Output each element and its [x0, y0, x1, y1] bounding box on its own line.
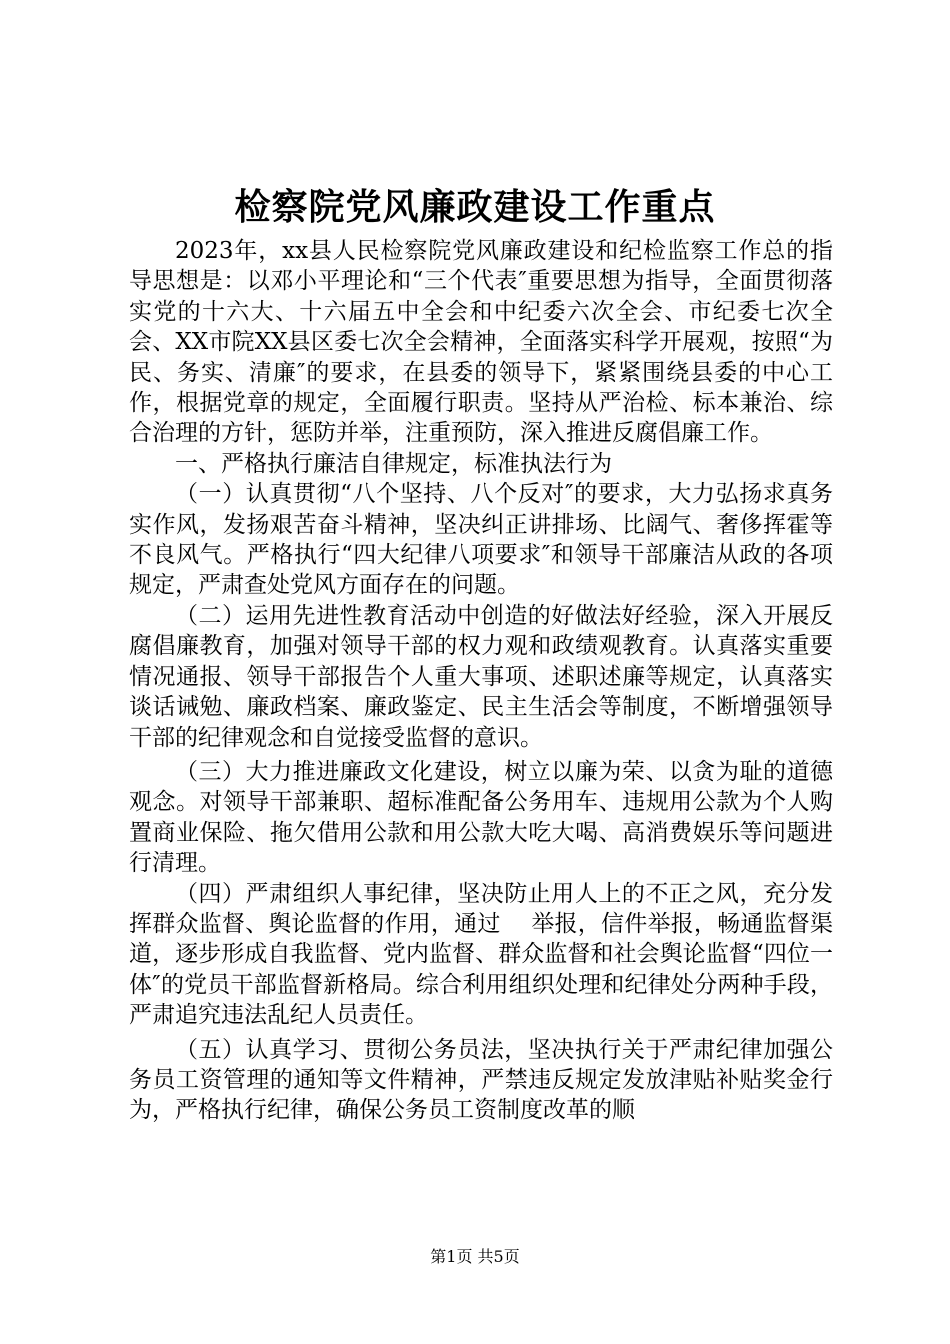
paragraph-section-heading: 一、严格执行廉洁自律规定，标准执法行为 [175, 450, 612, 477]
paragraph-item-4: （四）严肃组织人事纪律，坚决防止用人上的不正之风，充分发挥群众监督、舆论监督的作用，通过 举报，信件举报，畅通监督渠道，逐步形成自我监督、党内监督、群众监督和社会舆论监督“四位一体″的党员干部监督新格局。综合利用组织处理和纪律处分两种手段，严肃追究违法乱纪人员责任。 [129, 880, 833, 1029]
paragraph-item-2: （二）运用先进性教育活动中创造的好做法好经验，深入开展反腐倡廉教育，加强对领导干部的权力观和政绩观教育。认真落实重要情况通报、领导干部报告个人重大事项、述职述廉等规定，认真落实谈话诫勉、廉政档案、廉政鉴定、民主生活会等制度，不断增强领导干部的纪律观念和自觉接受监督的意识。 [129, 602, 833, 751]
document-body [129, 236, 833, 1126]
paragraph-intro: 2023年，xx县人民检察院党风廉政建设和纪检监察工作总的指导思想是：以邓小平理论和“三个代表″重要思想为指导，全面贯彻落实党的十六大、十六届五中全会和中纪委六次全会、市纪委七次全会、XX市院XX县区委七次全会精神，全面落实科学开展观，按照“为民、务实、清廉″的要求，在县委的领导下，紧紧围绕县委的中心工作，根据党章的规定，全面履行职责。坚持从严治检、标本兼治、综合治理的方针，惩防并举，注重预防，深入推进反腐倡廉工作。 [129, 238, 833, 447]
paragraph-item-3: （三）大力推进廉政文化建设，树立以廉为荣、以贪为耻的道德观念。对领导干部兼职、超标准配备公务用车、违规用公款为个人购置商业保险、拖欠借用公款和用公款大吃大喝、高消费娱乐等问题进行清理。 [129, 758, 833, 877]
page-footer: 第1页 共5页 [430, 1247, 520, 1266]
paragraph-item-5: （五）认真学习、贯彻公务员法，坚决执行关于严肃纪律加强公务员工资管理的通知等文件精神，严禁违反规定发放津贴补贴奖金行为，严格执行纪律，确保公务员工资制度改革的顺 [129, 1036, 833, 1124]
document-title: 检察院党风廉政建设工作重点 [234, 186, 716, 228]
paragraph-item-1: （一）认真贯彻“八个坚持、八个反对″的要求，大力弘扬求真务实作风，发扬艰苦奋斗精神，坚决纠正讲排场、比阔气、奢侈挥霍等不良风气。严格执行“四大纪律八项要求″和领导干部廉洁从政的各项规定，严肃查处党风方面存在的问题。 [129, 481, 833, 599]
